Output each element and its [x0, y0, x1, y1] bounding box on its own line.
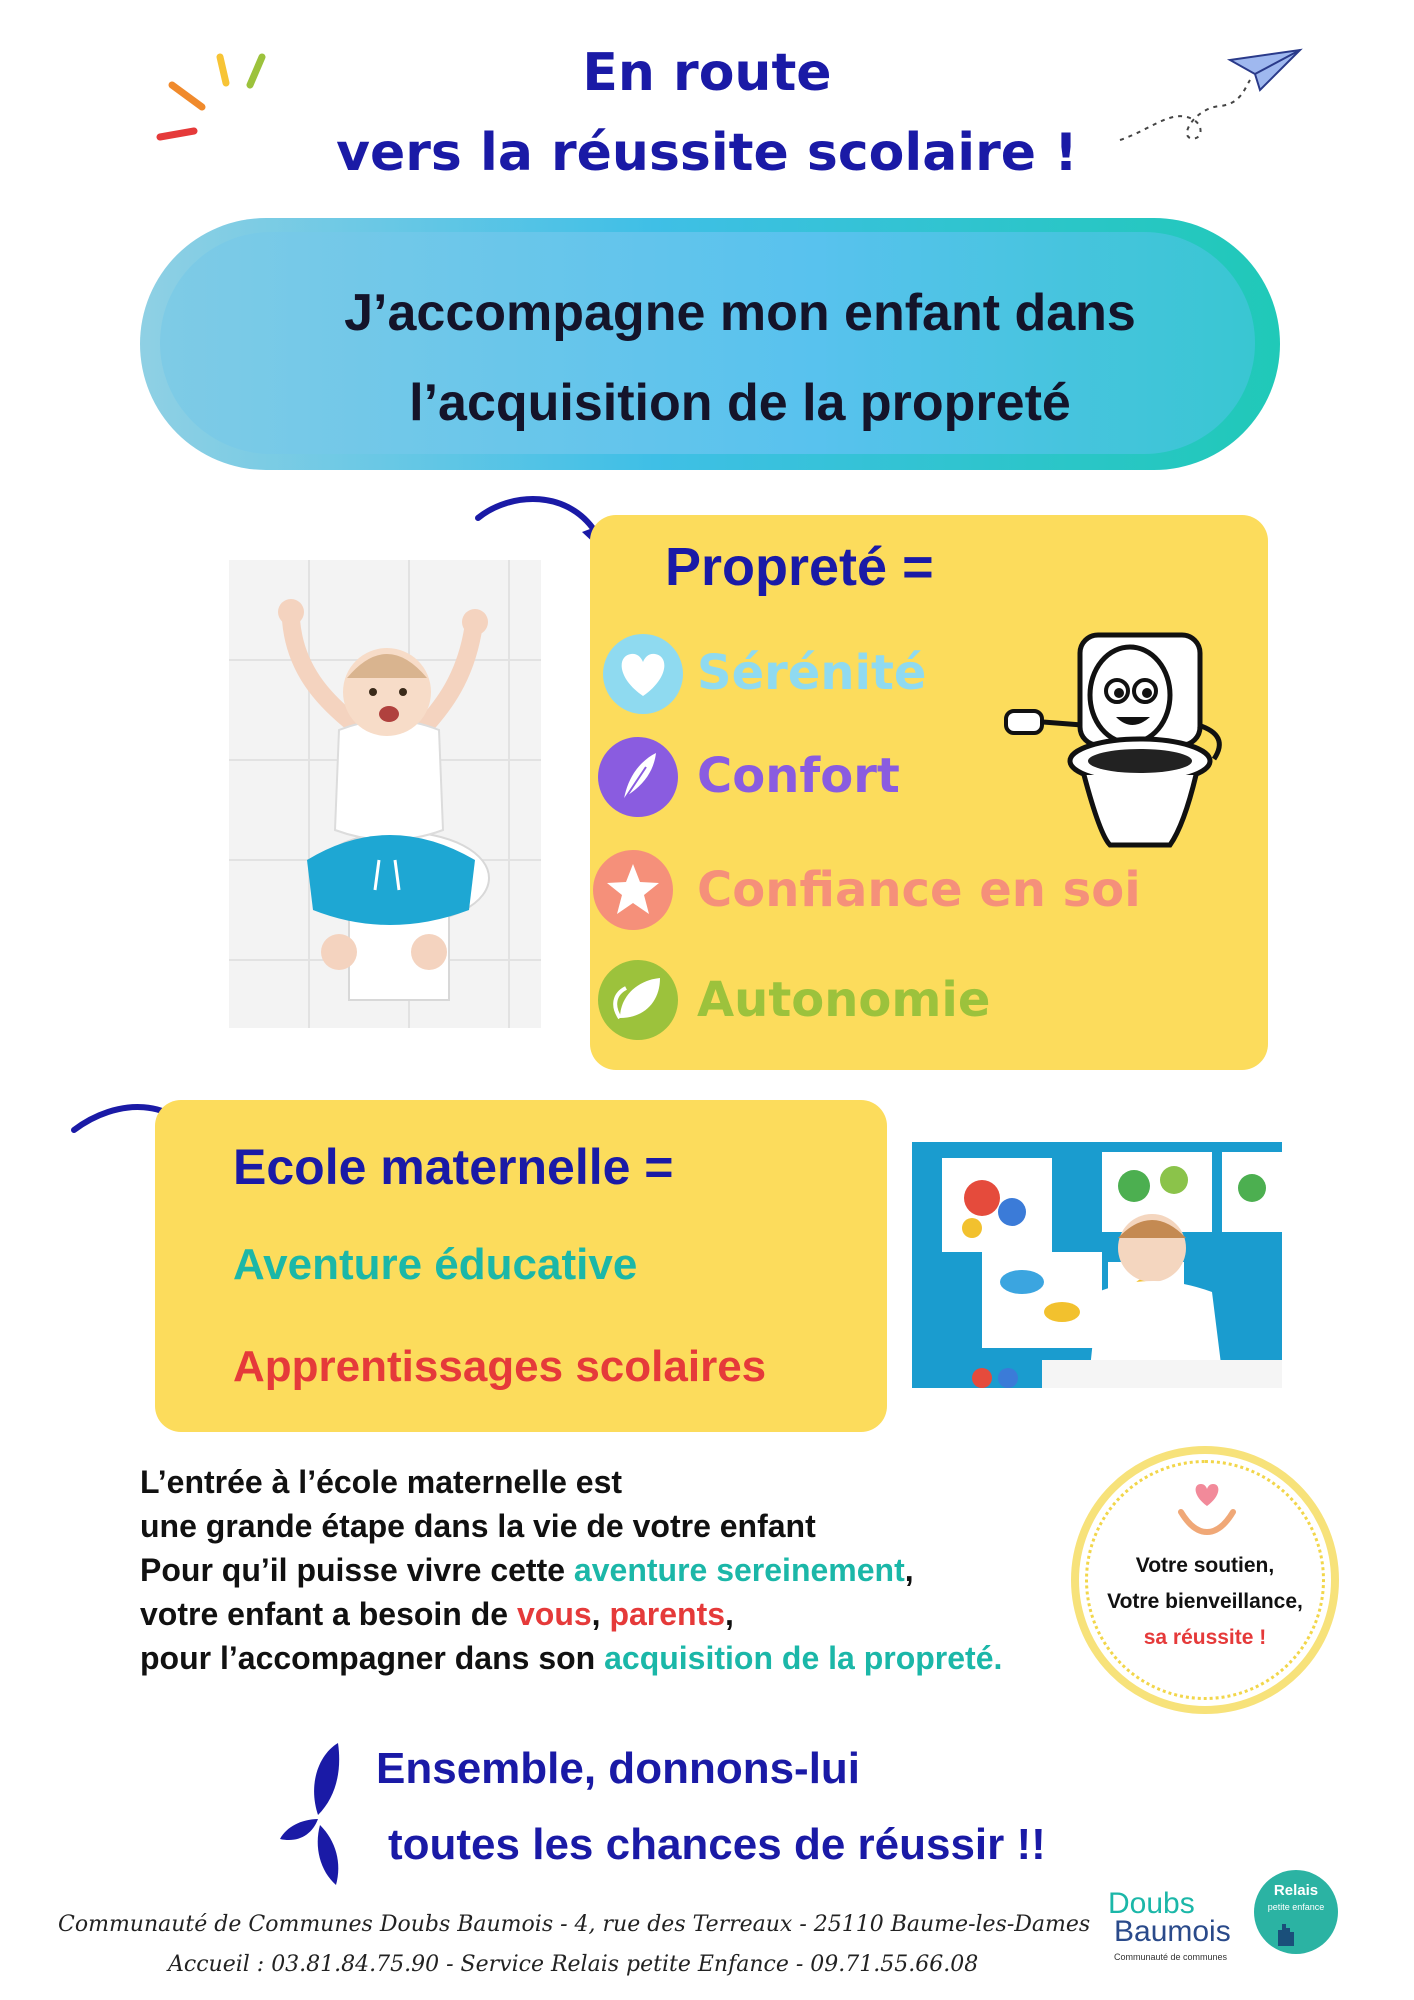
- paragraph-line4-c: ,: [591, 1596, 610, 1632]
- paragraph-line2: une grande étape dans la vie de votre enfant: [140, 1508, 816, 1544]
- footer-contact: Accueil : 03.81.84.75.90 - Service Relais petite Enfance - 09.71.55.66.08: [168, 1952, 979, 1977]
- hand-icon: [1272, 1918, 1302, 1948]
- support-badge: [1071, 1446, 1339, 1714]
- paragraph-line4-a: votre enfant a besoin de: [140, 1596, 517, 1632]
- intro-paragraph: [140, 1460, 1002, 1680]
- proprete-item-serenite: Sérénité: [697, 645, 927, 701]
- relais-logo-line1: Relais: [1273, 1882, 1319, 1899]
- star-icon: [593, 850, 673, 930]
- paragraph-line3-c: ,: [904, 1552, 914, 1588]
- toilet-mascot-icon: [1000, 625, 1240, 865]
- proprete-item-autonomie: Autonomie: [697, 972, 991, 1028]
- closing-line1: Ensemble, donnons-lui: [376, 1744, 861, 1793]
- heart-hands-icon: [1175, 1476, 1239, 1536]
- leaf-icon: [598, 960, 678, 1040]
- baby-illustration: [229, 560, 541, 1028]
- footer-address: Communauté de Communes Doubs Baumois - 4, rue des Terreaux - 25110 Baume-les-Dames: [58, 1912, 1091, 1937]
- doubs-logo-line1: Doubs: [1108, 1887, 1195, 1920]
- paragraph-highlight-parents: parents: [609, 1596, 726, 1632]
- relais-petite-enfance-logo: [1254, 1870, 1338, 1954]
- petals-icon: [278, 1735, 368, 1895]
- paragraph-line1: L’entrée à l’école maternelle est: [140, 1464, 623, 1500]
- baby-toilet-photo: [229, 560, 541, 1028]
- doubs-baumois-logo: [1104, 1880, 1234, 1974]
- banner-line1: J’accompagne mon enfant dans: [344, 284, 1136, 342]
- painting-illustration: [912, 1142, 1282, 1388]
- heart-icon: [603, 634, 683, 714]
- paragraph-line5-a: pour l’accompagner dans son: [140, 1640, 605, 1676]
- paragraph-highlight-acquisition: acquisition de la propreté.: [604, 1640, 1003, 1676]
- proprete-item-confort: Confort: [697, 748, 900, 804]
- badge-line1: Votre soutien,: [1135, 1554, 1275, 1577]
- child-painting-photo: [912, 1142, 1282, 1388]
- paragraph-line4-e: ,: [725, 1596, 734, 1632]
- feather-icon: [598, 737, 678, 817]
- closing-line2: toutes les chances de réussir !!: [388, 1820, 1046, 1869]
- paragraph-highlight-aventure: aventure sereinement: [573, 1552, 905, 1588]
- paragraph-line4: [140, 1592, 1002, 1636]
- badge-line2: Votre bienveillance,: [1107, 1590, 1303, 1613]
- badge-text: [1079, 1548, 1331, 1656]
- proprete-item-confiance: Confiance en soi: [697, 862, 1141, 918]
- banner-line2: l’acquisition de la propreté: [409, 374, 1071, 432]
- relais-logo-line2: petite enfance: [1267, 1902, 1325, 1912]
- paragraph-line3: [140, 1548, 1002, 1592]
- ecole-title: Ecole maternelle =: [233, 1139, 674, 1195]
- page-title-line2: vers la réussite scolaire !: [336, 123, 1078, 183]
- badge-line3: sa réussite !: [1143, 1626, 1267, 1649]
- banner-text: [160, 268, 1320, 448]
- paragraph-highlight-vous: vous: [516, 1596, 592, 1632]
- paragraph-line3-a: Pour qu’il puisse vivre cette: [140, 1552, 574, 1588]
- proprete-title: Propreté =: [665, 537, 934, 597]
- page-title-line1: En route: [582, 43, 832, 103]
- paragraph-line5: [140, 1636, 1002, 1680]
- doubs-logo-line2: Baumois: [1114, 1915, 1231, 1948]
- ecole-item-apprentissages: Apprentissages scolaires: [233, 1342, 767, 1391]
- ecole-item-aventure: Aventure éducative: [233, 1240, 638, 1289]
- doubs-logo-sub: Communauté de communes: [1114, 1952, 1228, 1962]
